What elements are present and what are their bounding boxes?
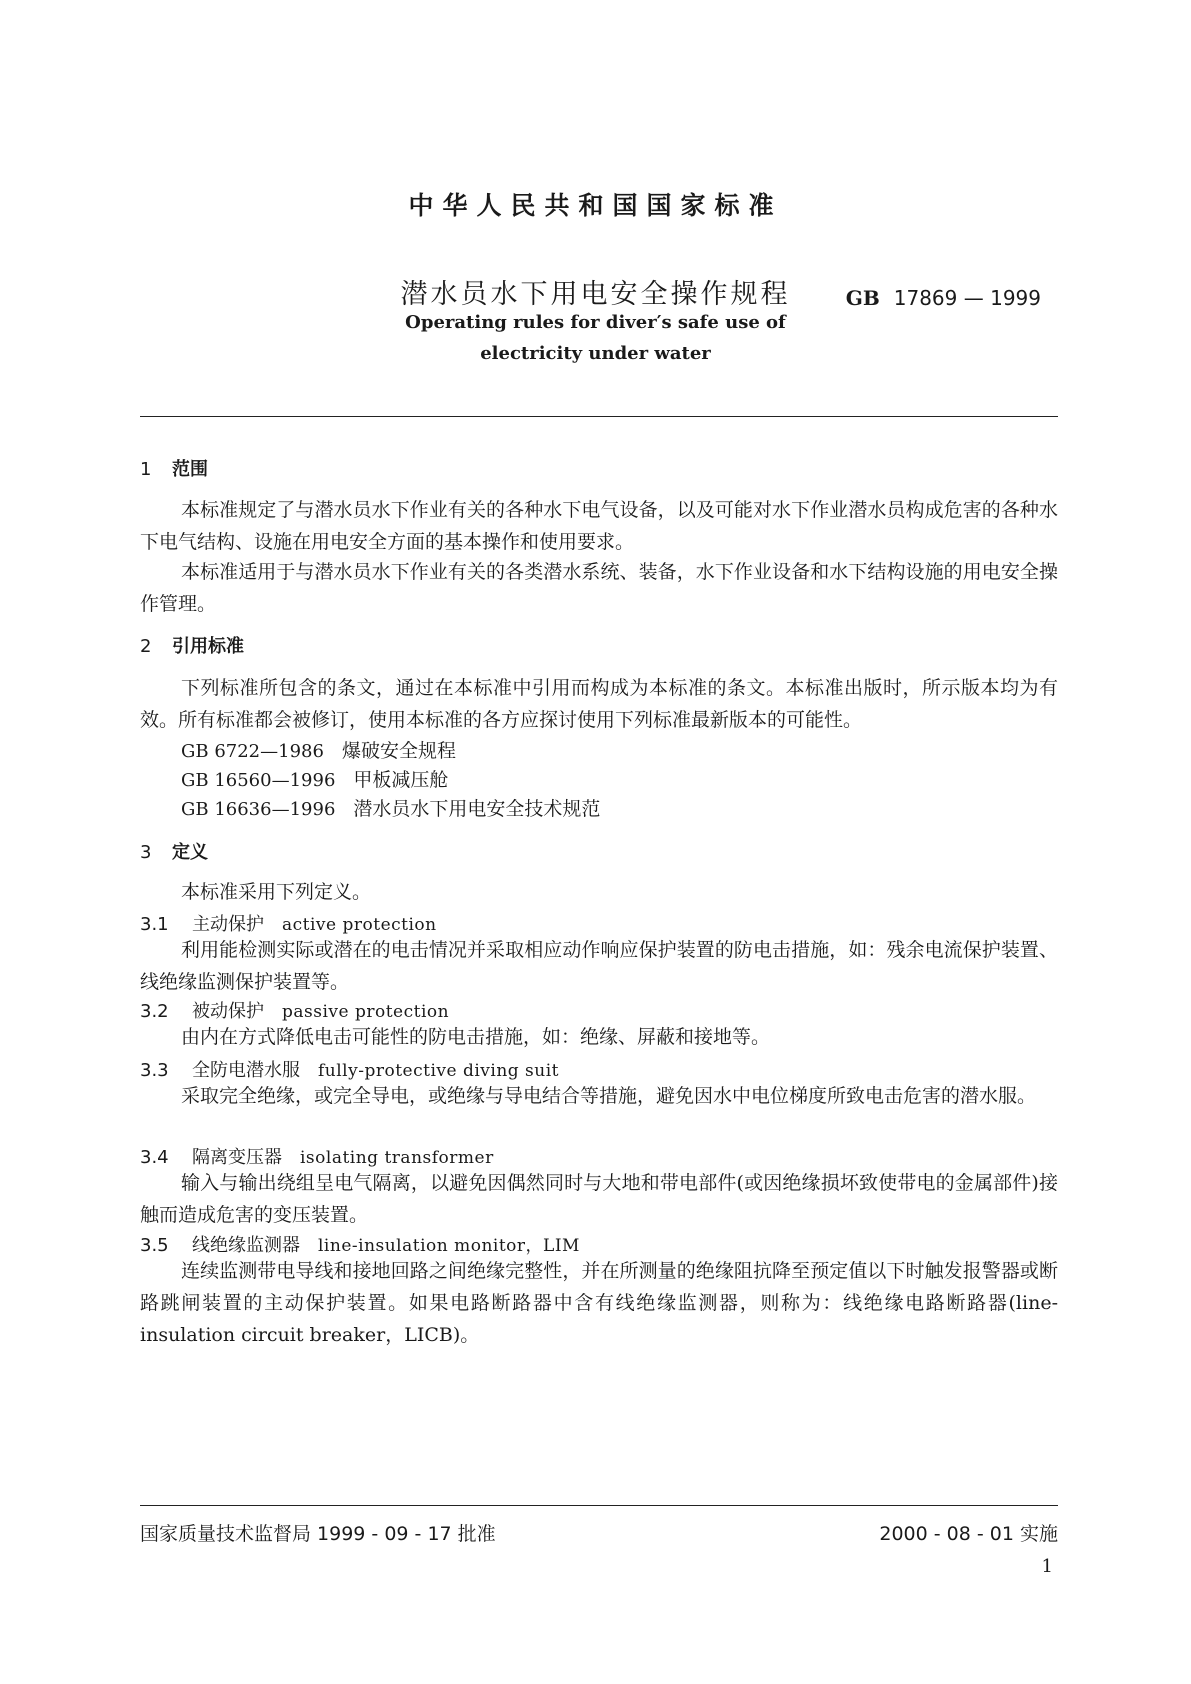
page-number: 1 [1041, 1556, 1053, 1577]
definition-english: line-insulation monitor，LIM [318, 1236, 580, 1256]
standard-code [846, 286, 1041, 310]
section-1-number: 1 [140, 459, 152, 480]
definition-number: 3.2 [140, 1001, 169, 1022]
reference-item [181, 794, 600, 821]
definition-text: 由内在方式降低电击可能性的防电击措施，如：绝缘、屏蔽和接地等。 [181, 1026, 771, 1048]
standard-code-number: 17869 — 1999 [893, 286, 1041, 310]
implementation-date: 2000 - 08 - 01 实施 [879, 1523, 1058, 1545]
section-2-heading [140, 632, 244, 658]
definition-term: 全防电潜水服 [192, 1060, 300, 1081]
definition-number: 3.5 [140, 1235, 169, 1256]
definition-english: fully-protective diving suit [318, 1061, 559, 1081]
definition-heading [140, 910, 437, 936]
bottom-rule [140, 1505, 1058, 1506]
section-2-title: 引用标准 [172, 636, 244, 657]
definition-english: active protection [282, 915, 437, 935]
definition-heading [140, 1056, 559, 1082]
reference-name: 爆破安全规程 [341, 740, 456, 762]
definition-term: 被动保护 [192, 1001, 264, 1022]
top-rule [140, 416, 1058, 417]
definition-english: isolating transformer [300, 1148, 494, 1168]
reference-code: GB 16636—1996 [181, 799, 336, 820]
section-1-paragraph-2: 本标准适用于与潜水员水下作业有关的各类潜水系统、装备，水下作业设备和水下结构设施的用电安全操作管理。 [140, 561, 1058, 615]
definition-text: 采取完全绝缘，或完全导电，或绝缘与导电结合等措施，避免因水中电位梯度所致电击危害的潜水服。 [181, 1085, 1037, 1107]
reference-item [181, 736, 456, 763]
section-3-heading [140, 838, 208, 864]
definition-term: 主动保护 [192, 914, 264, 935]
definition-text: 利用能检测实际或潜在的电击情况并采取相应动作响应保护装置的防电击措施，如：残余电流保护装置、线绝缘监测保护装置等。 [140, 939, 1058, 993]
approval-info: 国家质量技术监督局 1999 - 09 - 17 批准 [140, 1523, 496, 1545]
english-title-line-1: Operating rules for diver′s safe use of [405, 312, 786, 333]
definition-heading [140, 997, 449, 1023]
section-2-number: 2 [140, 636, 152, 657]
section-3-intro: 本标准采用下列定义。 [181, 881, 372, 903]
document-title: 潜水员水下用电安全操作规程 [400, 279, 791, 310]
definition-number: 3.4 [140, 1147, 169, 1168]
document-header: 中华人民共和国国家标准 [408, 191, 783, 220]
reference-name: 甲板减压舱 [353, 769, 449, 791]
definition-number: 3.3 [140, 1060, 169, 1081]
definition-text: 连续监测带电导线和接地回路之间绝缘完整性，并在所测量的绝缘阻抗降至预定值以下时触发报警器或断路跳闸装置的主动保护装置。如果电路断路器中含有线绝缘监测器，则称为：线绝缘电路断路器(line-insulation circuit breaker，LICB)。 [140, 1260, 1058, 1346]
english-title-line-2: electricity under water [480, 343, 711, 364]
definition-english: passive protection [282, 1002, 450, 1022]
section-2-paragraph-1: 下列标准所包含的条文，通过在本标准中引用而构成为本标准的条文。本标准出版时，所示版本均为有效。所有标准都会被修订，使用本标准的各方应探讨使用下列标准最新版本的可能性。 [140, 677, 1058, 731]
definition-heading [140, 1231, 580, 1257]
section-1-title: 范围 [172, 459, 208, 480]
definition-term: 隔离变压器 [192, 1147, 282, 1168]
definition-number: 3.1 [140, 914, 169, 935]
reference-name: 潜水员水下用电安全技术规范 [353, 798, 601, 820]
reference-code: GB 6722—1986 [181, 741, 324, 762]
section-1-heading [140, 455, 208, 481]
definition-text: 输入与输出绕组呈电气隔离，以避免因偶然同时与大地和带电部件(或因绝缘损坏致使带电的金属部件)接触而造成危害的变压装置。 [140, 1172, 1058, 1226]
section-1-paragraph-1: 本标准规定了与潜水员水下作业有关的各种水下电气设备，以及可能对水下作业潜水员构成危害的各种水下电气结构、设施在用电安全方面的基本操作和使用要求。 [140, 499, 1058, 553]
section-3-title: 定义 [172, 842, 208, 863]
definition-heading [140, 1143, 494, 1169]
definition-term: 线绝缘监测器 [192, 1235, 300, 1256]
reference-item [181, 765, 448, 792]
section-3-number: 3 [140, 842, 152, 863]
standard-code-prefix: GB [845, 286, 880, 310]
reference-code: GB 16560—1996 [181, 770, 336, 791]
